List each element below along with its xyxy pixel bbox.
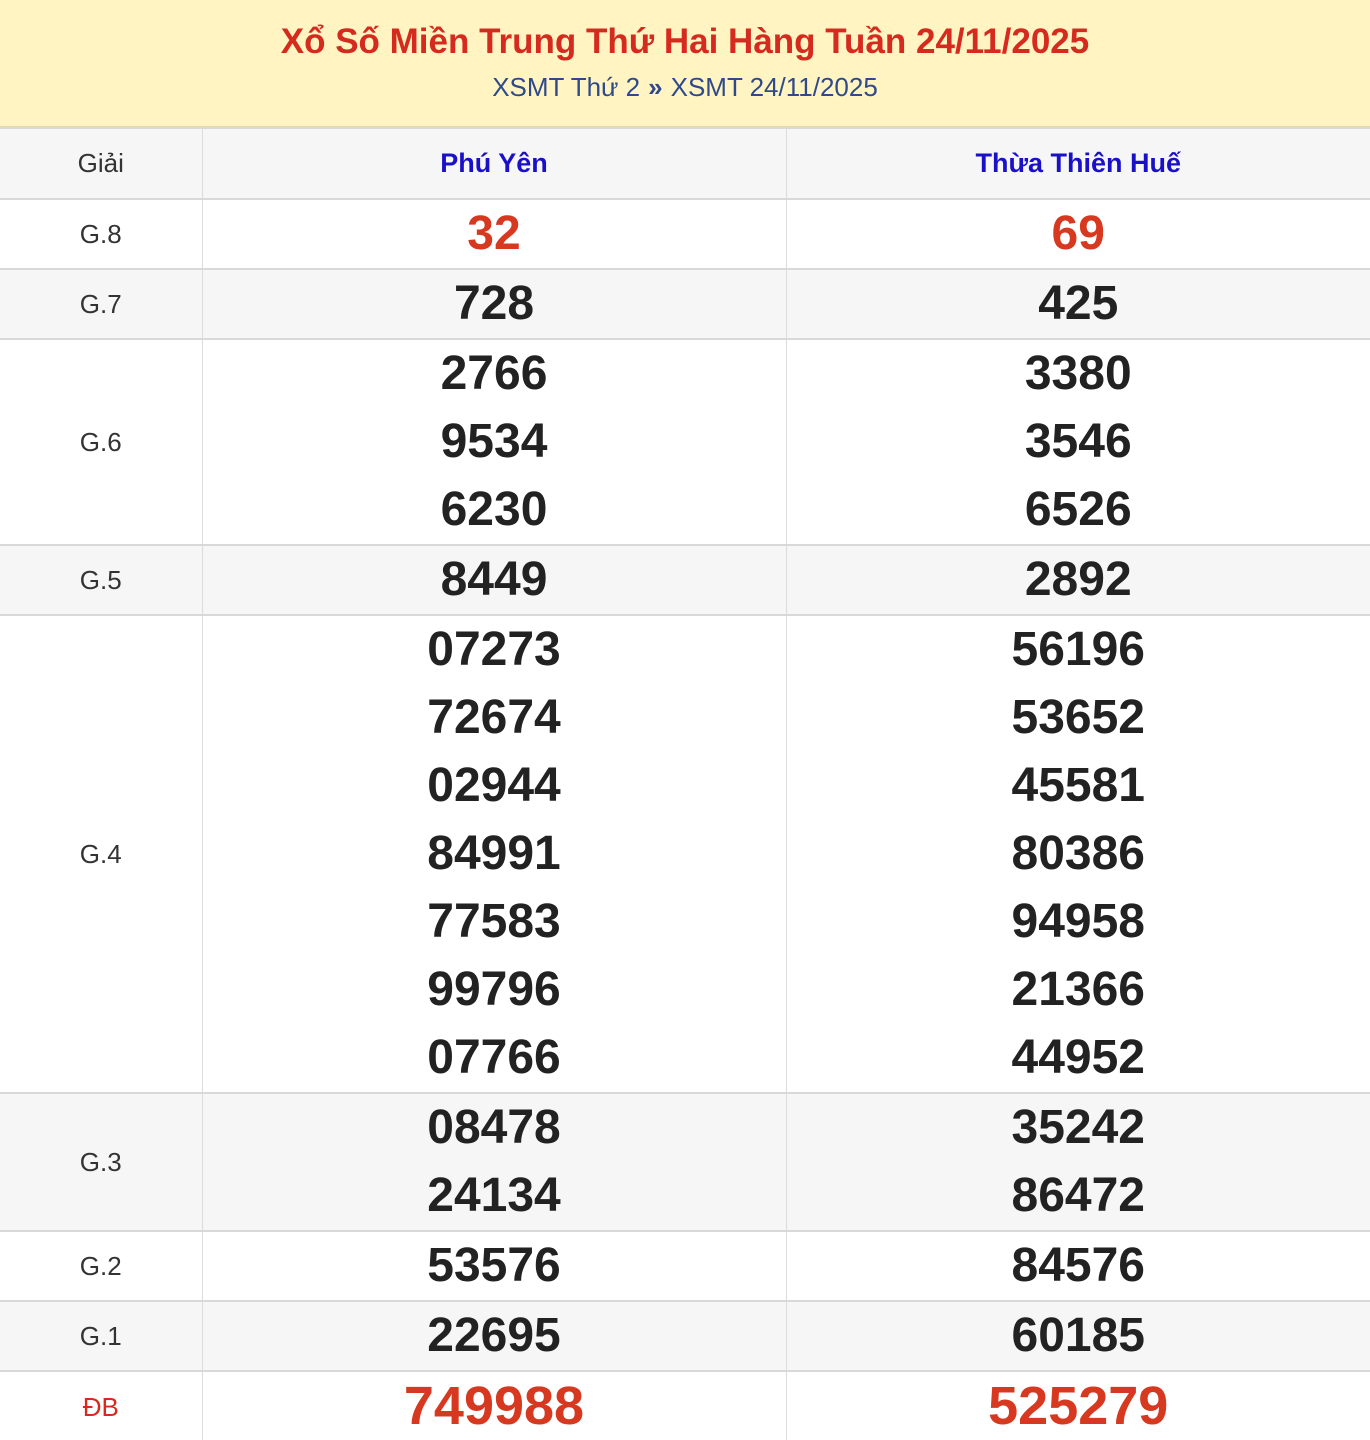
province-header[interactable]: Phú Yên xyxy=(202,128,786,199)
result-number: 21366 xyxy=(787,956,1370,1024)
result-number: 6230 xyxy=(203,476,786,544)
table-row xyxy=(0,1301,1370,1371)
result-number: 22695 xyxy=(203,1302,786,1370)
result-number: 44952 xyxy=(787,1024,1370,1092)
prize-label: G.7 xyxy=(0,269,202,339)
prize-label: G.4 xyxy=(0,615,202,1093)
result-number: 56196 xyxy=(787,616,1370,684)
page-title: Xổ Số Miền Trung Thứ Hai Hàng Tuần 24/11/2025 xyxy=(0,0,1370,62)
result-number: 3546 xyxy=(787,408,1370,476)
table-row xyxy=(0,545,1370,615)
result-number: 86472 xyxy=(787,1162,1370,1230)
result-number: 80386 xyxy=(787,820,1370,888)
result-number: 60185 xyxy=(787,1302,1370,1370)
result-cell xyxy=(202,1093,786,1231)
result-number: 84991 xyxy=(203,820,786,888)
breadcrumb-link-weekday[interactable]: XSMT Thứ 2 xyxy=(492,72,640,102)
prize-label: G.8 xyxy=(0,199,202,269)
result-cell xyxy=(202,1371,786,1440)
result-cell xyxy=(786,1371,1370,1440)
result-number: 69 xyxy=(787,200,1370,268)
result-number: 02944 xyxy=(203,752,786,820)
result-cell xyxy=(786,545,1370,615)
result-cell xyxy=(786,1093,1370,1231)
prize-label: G.1 xyxy=(0,1301,202,1371)
result-number: 3380 xyxy=(787,340,1370,408)
result-number: 77583 xyxy=(203,888,786,956)
result-number: 72674 xyxy=(203,684,786,752)
result-number: 6526 xyxy=(787,476,1370,544)
result-cell xyxy=(202,339,786,545)
result-cell xyxy=(202,269,786,339)
result-number: 45581 xyxy=(787,752,1370,820)
result-number: 749988 xyxy=(203,1372,786,1440)
result-cell xyxy=(202,1231,786,1301)
prize-label: G.2 xyxy=(0,1231,202,1301)
result-number: 07766 xyxy=(203,1024,786,1092)
result-number: 9534 xyxy=(203,408,786,476)
result-number: 8449 xyxy=(203,546,786,614)
result-number: 53576 xyxy=(203,1232,786,1300)
table-row xyxy=(0,1371,1370,1440)
result-number: 07273 xyxy=(203,616,786,684)
table-row xyxy=(0,615,1370,1093)
result-number: 84576 xyxy=(787,1232,1370,1300)
result-number: 2892 xyxy=(787,546,1370,614)
result-number: 728 xyxy=(203,270,786,338)
table-row xyxy=(0,1093,1370,1231)
result-number: 425 xyxy=(787,270,1370,338)
breadcrumb xyxy=(0,72,1370,102)
result-cell xyxy=(786,615,1370,1093)
prize-label: ĐB xyxy=(0,1371,202,1440)
result-cell xyxy=(202,615,786,1093)
table-row xyxy=(0,269,1370,339)
result-cell xyxy=(786,269,1370,339)
result-number: 08478 xyxy=(203,1094,786,1162)
result-number: 99796 xyxy=(203,956,786,1024)
table-row xyxy=(0,199,1370,269)
result-cell xyxy=(202,1301,786,1371)
result-cell xyxy=(786,199,1370,269)
result-number: 24134 xyxy=(203,1162,786,1230)
result-number: 2766 xyxy=(203,340,786,408)
prize-column-header: Giải xyxy=(0,128,202,199)
prize-label: G.6 xyxy=(0,339,202,545)
result-number: 94958 xyxy=(787,888,1370,956)
result-cell xyxy=(202,545,786,615)
breadcrumb-link-date[interactable]: XSMT 24/11/2025 xyxy=(671,72,878,102)
result-number: 53652 xyxy=(787,684,1370,752)
result-cell xyxy=(786,1301,1370,1371)
results-table xyxy=(0,127,1370,1440)
result-number: 35242 xyxy=(787,1094,1370,1162)
page-header xyxy=(0,0,1370,127)
province-header[interactable]: Thừa Thiên Huế xyxy=(786,128,1370,199)
result-number: 525279 xyxy=(787,1372,1370,1440)
prize-label: G.5 xyxy=(0,545,202,615)
table-row xyxy=(0,339,1370,545)
result-cell xyxy=(202,199,786,269)
result-number: 32 xyxy=(203,200,786,268)
breadcrumb-separator: » xyxy=(648,72,662,102)
table-header-row xyxy=(0,128,1370,199)
table-row xyxy=(0,1231,1370,1301)
result-cell xyxy=(786,1231,1370,1301)
result-cell xyxy=(786,339,1370,545)
prize-label: G.3 xyxy=(0,1093,202,1231)
